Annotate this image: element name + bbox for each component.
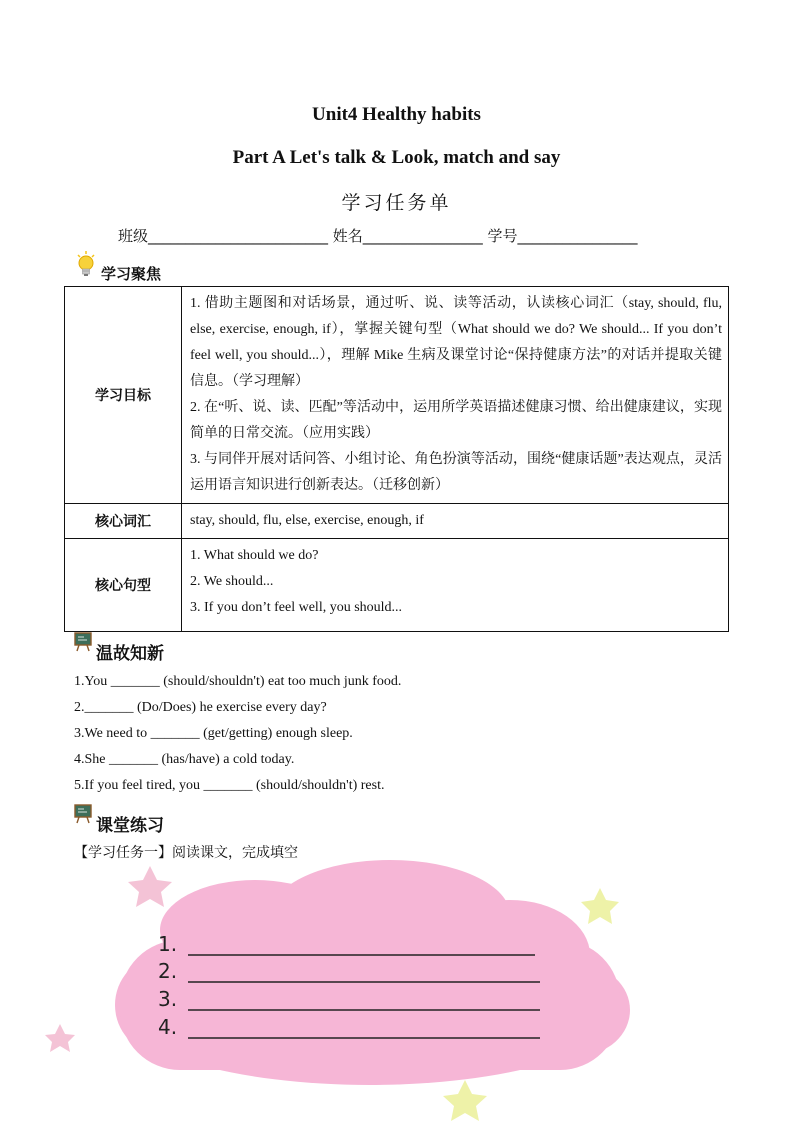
star-pink-small: [45, 1024, 75, 1052]
cloud-illustration: [40, 860, 680, 1122]
goals-content: [182, 287, 729, 504]
table-row: [65, 539, 729, 632]
task-instruction: 【学习任务一】阅读课文，完成填空: [74, 845, 298, 861]
star-pink-large: [128, 866, 172, 907]
sentence-item: 3. If you don’t feel well, you should...: [190, 600, 403, 615]
row-label-sentences: 核心句型: [65, 539, 182, 632]
exercise-item: 2._______ (Do/Does) he exercise every day?: [74, 700, 327, 715]
cloud-blank-number: 4.: [158, 1015, 178, 1039]
practice-heading: 课堂练习: [96, 816, 164, 836]
exercise-item: 3.We need to _______ (get/getting) enough sleep.: [74, 726, 353, 741]
lightbulb-icon: [76, 251, 96, 279]
cloud-blank-number: 3.: [158, 987, 178, 1011]
table-row: [65, 287, 729, 504]
sentences-content: [182, 539, 729, 632]
blackboard-icon: [74, 632, 92, 657]
sentence-item: 2. We should...: [190, 574, 274, 589]
part-title: Part A Let's talk & Look, match and say: [232, 147, 561, 168]
star-yellow-top: [581, 888, 619, 924]
goal-item: 2. 在“听、说、读、匹配”等活动中，运用所学英语描述健康习惯、给出健康建议，实现简单的日常交流。（应用实践）: [190, 400, 722, 441]
row-label-goals: 学习目标: [65, 287, 182, 504]
sheet-title: 学习任务单: [341, 192, 452, 214]
exercise-item: 1.You _______ (should/shouldn't) eat too much junk food.: [74, 674, 402, 689]
row-label-vocab: 核心词汇: [65, 504, 182, 539]
unit-title: Unit4 Healthy habits: [312, 104, 481, 125]
student-info-line: 班级________________________ 姓名________________ 学号________________: [118, 227, 638, 245]
review-heading: 温故知新: [96, 644, 164, 664]
exercise-item: 4.She _______ (has/have) a cold today.: [74, 752, 295, 767]
sentence-item: 1. What should we do?: [190, 548, 319, 563]
star-yellow-bottom: [443, 1080, 487, 1121]
focus-table: [64, 286, 729, 632]
table-row: [65, 504, 729, 539]
exercise-item: 5.If you feel tired, you _______ (should/shouldn't) rest.: [74, 778, 385, 793]
vocab-content: [182, 504, 729, 539]
goal-item: 1. 借助主题图和对话场景，通过听、说、读等活动，认读核心词汇（stay, should, flu, else, exercise, enough, if），掌握关键句型（What should we do? We should... If you don’t feel well, you should...），理解 Mike 生病及课堂讨论“保持健康方法”的对话并提取关键信息。（学习理解）: [190, 296, 722, 389]
vocab-list: stay, should, flu, else, exercise, enough, if: [190, 513, 424, 528]
cloud-blank-number: 1.: [158, 932, 178, 956]
focus-heading: 学习聚焦: [101, 265, 162, 283]
goal-item: 3. 与同伴开展对话问答、小组讨论、角色扮演等活动，围绕“健康话题”表达观点，灵活运用语言知识进行创新表达。（迁移创新）: [190, 452, 722, 493]
blackboard-icon: [74, 804, 92, 829]
cloud-blank-number: 2.: [158, 959, 178, 983]
